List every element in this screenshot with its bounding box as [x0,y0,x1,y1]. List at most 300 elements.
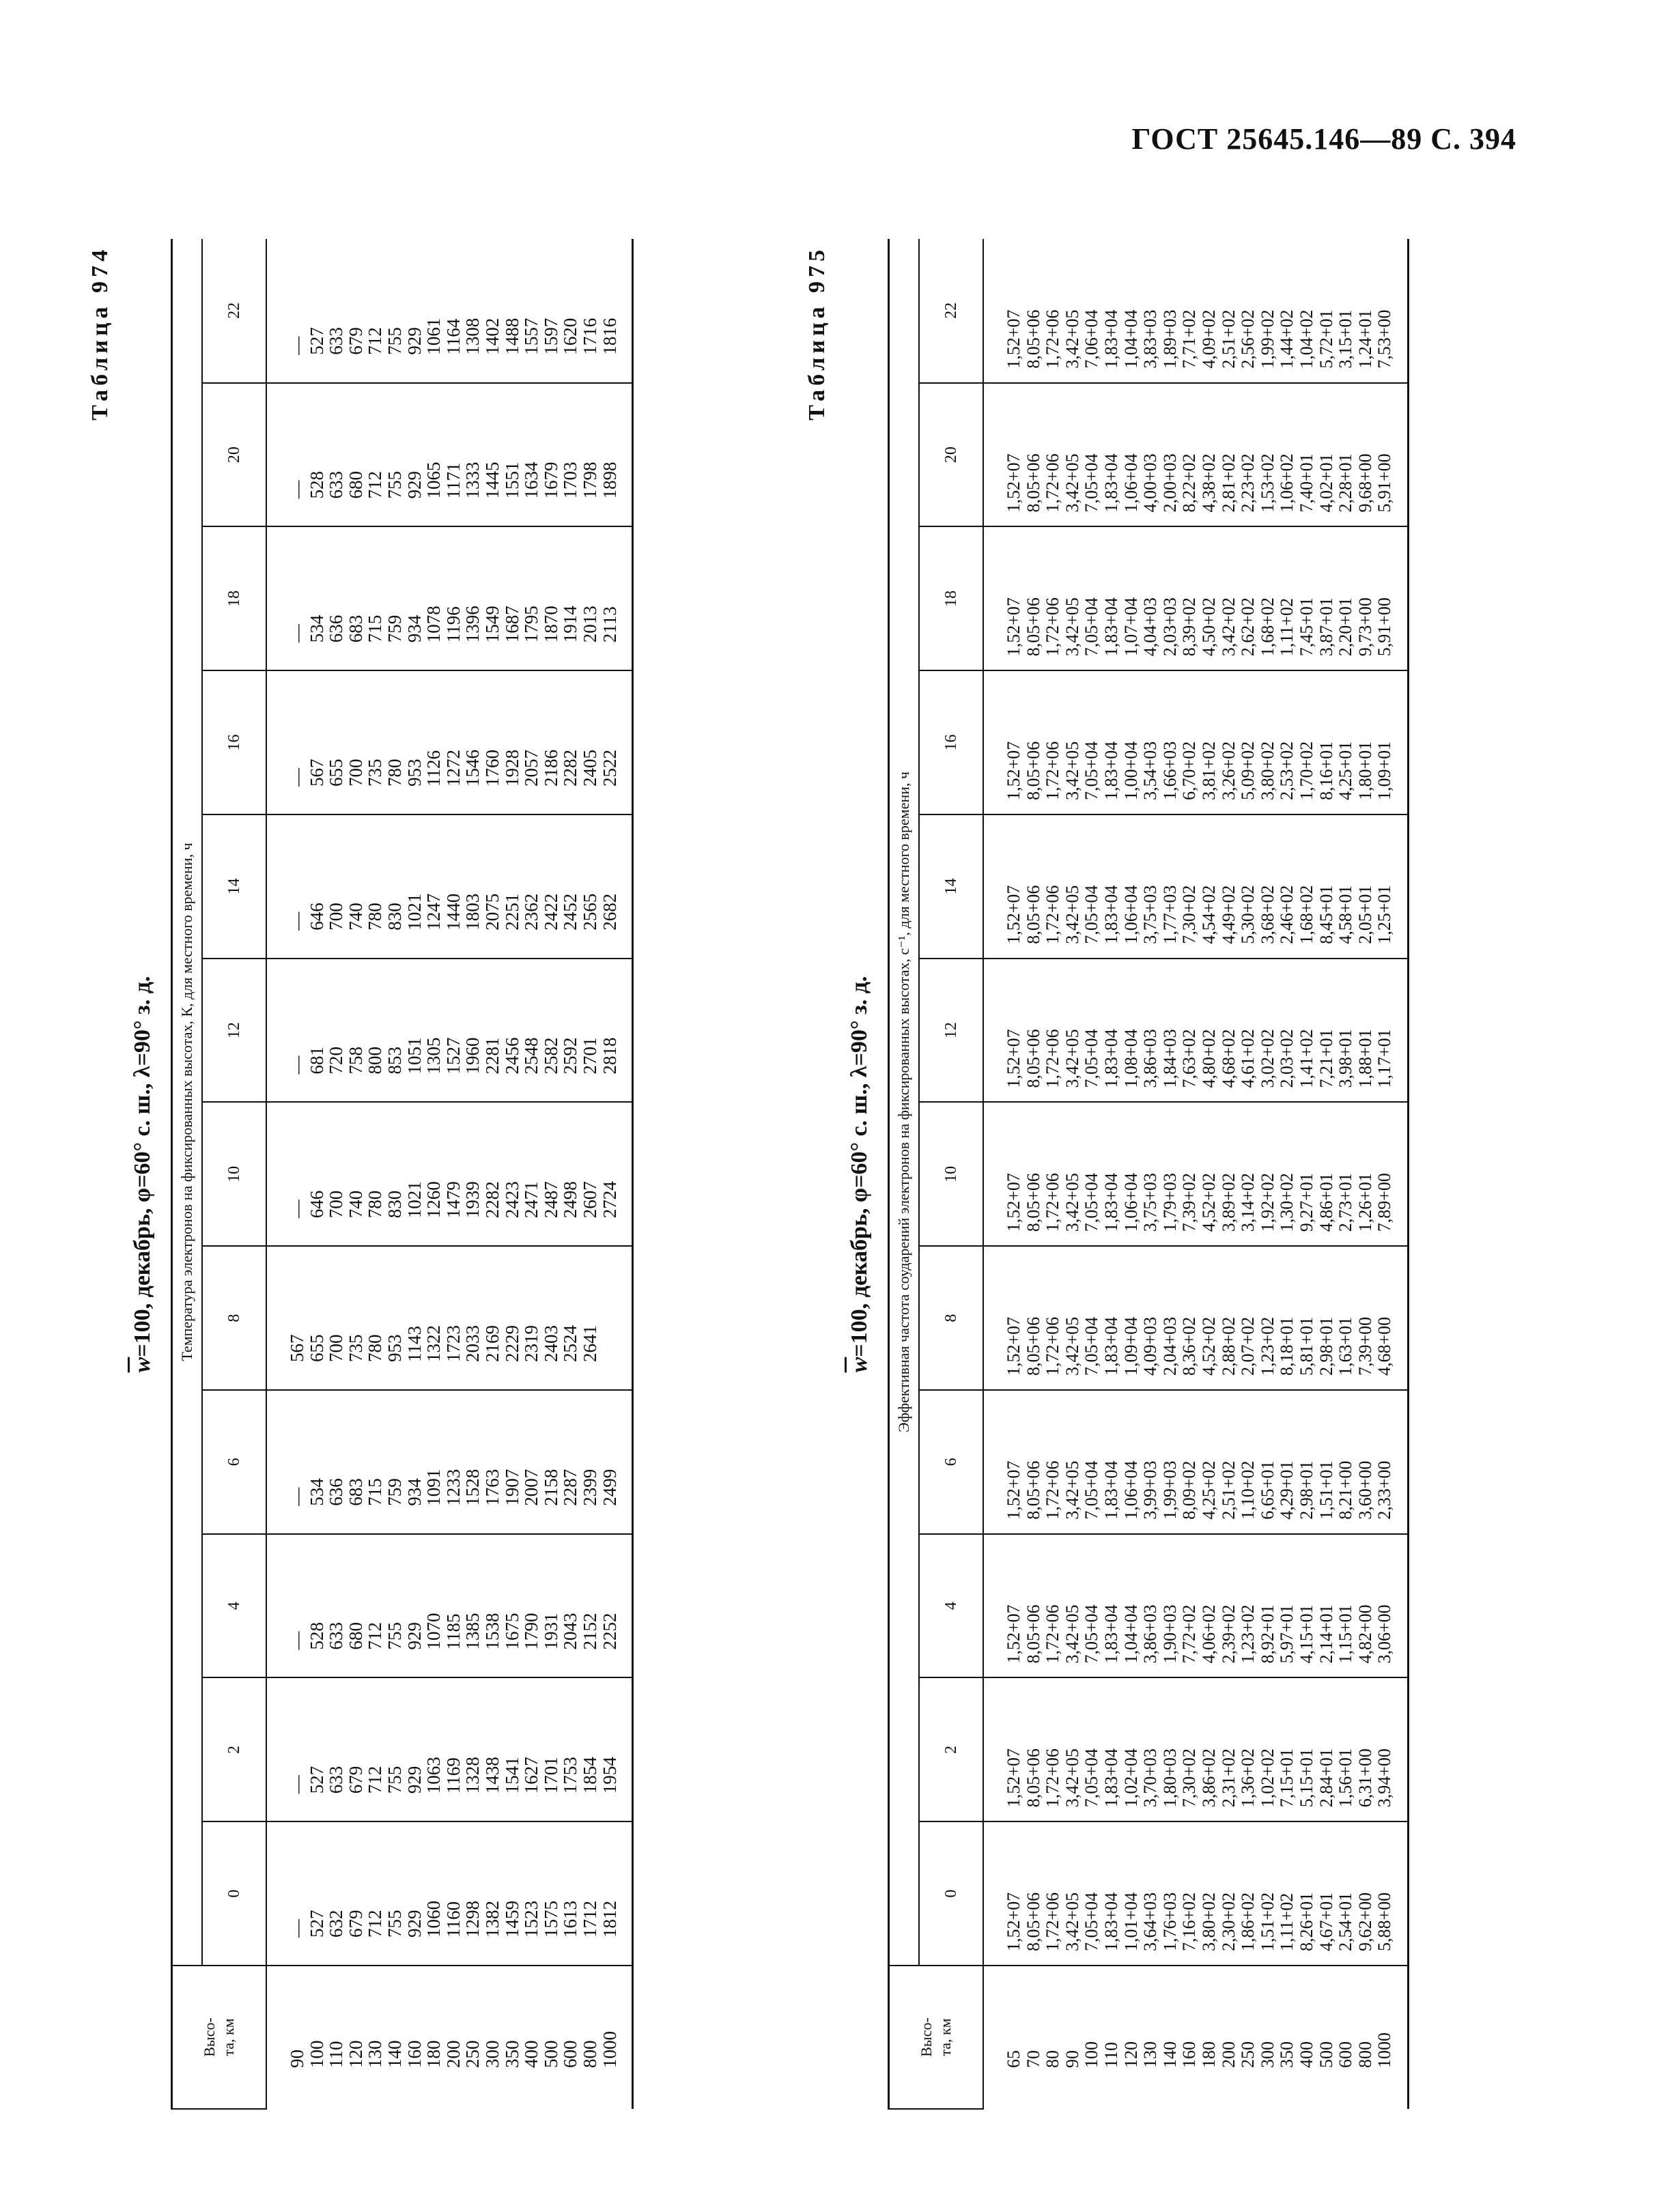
table-cell: 1,83+04 [1101,309,1121,369]
table-cell: 1795 [521,606,542,643]
table-cell: 1907 [501,1469,522,1506]
table-cell: 527 [306,1766,327,1794]
table-cell: 1,72+06 [1043,1173,1063,1232]
table-cell: 4,68+00 [1374,1316,1395,1376]
table-cell: 7,05+04 [1082,597,1102,657]
table-cell: 1,30+02 [1277,1173,1297,1232]
table-cell: 2,31+02 [1218,1748,1239,1808]
table-cell: 4,06+02 [1198,1604,1219,1664]
table-cell: 636 [326,614,347,643]
altitude-value: 800 [579,2040,600,2068]
table-cell: 1597 [540,317,561,355]
table-cell: 2,20+01 [1336,597,1356,657]
table-cell: 1551 [501,462,522,499]
table-cell: 1703 [560,462,581,499]
table-cell: 1,83+04 [1101,1460,1121,1520]
table-cell: 1,80+01 [1355,741,1375,800]
table-cell: 2,51+02 [1218,309,1239,369]
hour-column [266,239,633,383]
hour-column [266,814,633,959]
table-cell: 1,02+02 [1257,1748,1277,1808]
table-cell: 9,73+00 [1355,597,1375,657]
hour-header: 16 [919,670,983,814]
altitude-value: 120 [345,2040,366,2068]
table-cell: 1816 [599,317,620,355]
altitude-value: 130 [1140,2041,1161,2068]
table-cell: 4,00+03 [1140,453,1161,513]
table-cell: 735 [345,1334,366,1362]
table-cell: 755 [384,1622,405,1650]
table-cell: 3,81+02 [1198,741,1219,800]
table-cell: — [287,911,307,931]
table-974-grid [171,239,634,2110]
table-cell: 1065 [423,462,444,499]
table-cell: 3,42+05 [1062,885,1082,944]
table-cell: 2405 [579,750,600,786]
table-cell: 1171 [442,462,464,499]
table-cell: 3,75+03 [1140,1173,1161,1232]
table-cell: 1063 [423,1757,444,1794]
table-cell: 1,52+07 [1004,1604,1023,1664]
table-cell: 9,68+00 [1355,453,1375,513]
table-cell: 929 [404,1766,425,1794]
table-cell: 2229 [501,1325,522,1362]
table-cell: 3,86+03 [1140,1604,1161,1664]
hour-column [983,670,1408,814]
table-cell: 633 [326,471,347,499]
table-cell: 2641 [579,1325,600,1362]
table-cell: 2,03+03 [1159,597,1180,657]
table-cell: 2,39+02 [1218,1604,1239,1664]
table-cell: 4,82+00 [1355,1604,1375,1664]
hour-header: 8 [202,1246,266,1390]
table-cell: 3,99+03 [1140,1460,1161,1520]
table-cell: 1,70+02 [1296,741,1316,800]
table-cell: 1,83+04 [1101,885,1121,944]
table-cell: 830 [384,1190,405,1219]
table-cell: 1914 [560,606,581,643]
hour-column [983,1534,1408,1678]
table-cell: 7,06+04 [1082,309,1102,369]
table-cell: 5,15+01 [1296,1748,1316,1808]
table-cell: 1,88+01 [1355,1029,1375,1088]
hour-header: 20 [919,383,983,527]
altitude-value: 140 [1159,2041,1180,2068]
table-cell: 7,21+01 [1316,1029,1336,1088]
altitude-value: 1000 [1374,2032,1395,2068]
table-cell: 1051 [404,1037,425,1075]
table-cell: 1,52+07 [1004,741,1023,800]
table-cell: 632 [326,1910,347,1938]
altitude-value: 400 [521,2040,542,2068]
altitude-value: 160 [404,2040,425,2068]
hour-header: 22 [202,239,266,383]
table-cell: 1,72+06 [1043,741,1063,800]
table-cell: 534 [306,1478,327,1506]
table-cell: 8,45+01 [1316,885,1336,944]
table-cell: 9,62+00 [1355,1892,1375,1951]
altitude-header-text: Высо- та, км [918,2017,954,2057]
table-cell: 1,11+02 [1277,598,1297,657]
table-cell: 5,88+00 [1374,1892,1395,1951]
table-cell: 1,15+01 [1336,1604,1356,1664]
table-cell: 4,09+02 [1198,309,1219,369]
table-cell: 1328 [462,1757,483,1794]
table-cell: 7,45+01 [1296,597,1316,657]
table-cell: 8,92+01 [1257,1604,1277,1664]
table-cell: 1,83+04 [1101,1892,1121,1951]
table-cell: 1,72+06 [1043,1316,1063,1376]
hour-column [983,1821,1408,1966]
table-cell: 1,52+07 [1004,453,1023,513]
table-cell: 1305 [423,1037,444,1075]
altitude-value: 70 [1023,2050,1043,2068]
table-cell: 3,42+05 [1062,1173,1082,1232]
hour-header-row [919,239,983,2109]
table-cell: 715 [365,614,386,643]
table-cell: 3,42+05 [1062,1316,1082,1376]
table-cell: 1,72+06 [1043,1604,1063,1664]
hour-column [983,1678,1408,1822]
table-cell: 1,51+01 [1316,1460,1336,1520]
table-cell: 780 [365,1334,386,1362]
table-cell: 934 [404,1478,425,1506]
table-cell: 3,70+03 [1140,1748,1161,1808]
table-cell: 953 [404,758,425,786]
table-cell: 528 [306,1622,327,1650]
table-cell: 1,76+03 [1159,1892,1180,1951]
table-cell: 1763 [481,1469,503,1506]
table-cell: 1,72+06 [1043,597,1063,657]
table-cell: 1,26+01 [1355,1173,1375,1232]
table-cell: 2,46+02 [1277,885,1297,944]
table-cell: 2075 [481,893,503,931]
table-cell: 1,10+02 [1238,1460,1258,1520]
table-cell: 712 [365,1766,386,1794]
table-cell: 2499 [599,1469,620,1506]
hour-header: 10 [202,1103,266,1247]
table-cell: 1479 [442,1181,464,1219]
table-cell: — [287,480,307,499]
altitude-value: 500 [1316,2041,1336,2068]
table-cell: 2252 [599,1613,620,1650]
table-cell: 2152 [579,1613,600,1650]
table-cell: 1701 [540,1757,561,1794]
altitude-value: 400 [1296,2041,1316,2068]
hour-column [983,1390,1408,1534]
table-cell: 8,05+06 [1023,1460,1043,1520]
table-cell: 8,05+06 [1023,1029,1043,1088]
table-cell: 4,52+02 [1198,1173,1219,1232]
table-cell: 679 [345,1766,366,1794]
table-cell: 934 [404,614,425,643]
table-cell: 646 [306,1190,327,1219]
table-cell: 1438 [481,1757,503,1794]
hour-column [983,239,1408,383]
table-cell: 4,04+03 [1140,597,1161,657]
table-cell: 1298 [462,1901,483,1938]
table-cell: 1541 [501,1757,522,1794]
table-cell: 6,31+00 [1355,1748,1375,1808]
table-cell: 2,23+02 [1238,453,1258,513]
table-cell: 8,09+02 [1179,1460,1200,1520]
table-975-label: Таблица 975 [804,246,830,421]
table-cell: 1557 [521,317,542,355]
table-cell: 8,21+00 [1336,1460,1356,1520]
table-cell: 2,98+01 [1296,1460,1316,1520]
table-cell: 4,52+02 [1198,1316,1219,1376]
table-cell: 7,05+04 [1082,741,1102,800]
table-cell: 3,42+05 [1062,741,1082,800]
table-cell: 2423 [501,1181,522,1219]
table-cell: 2251 [501,893,522,931]
table-cell: 3,80+02 [1198,1892,1219,1951]
table-cell: 8,36+02 [1179,1316,1200,1376]
table-cell: 1,72+06 [1043,1748,1063,1808]
table-975 [806,239,1488,2110]
table-cell: 2399 [579,1469,600,1506]
table-cell: 7,72+02 [1179,1604,1200,1664]
table-cell: 1078 [423,606,444,643]
table-cell: 1,01+04 [1120,1892,1141,1951]
table-cell: 1,80+03 [1159,1748,1180,1808]
table-cell: 1527 [442,1037,464,1075]
table-cell: 755 [384,327,405,355]
table-cell: 1723 [442,1325,464,1362]
table-cell: 655 [326,758,347,786]
table-cell: 1,06+02 [1277,453,1297,513]
page-header: ГОСТ 25645.146—89 С. 394 [1131,122,1516,156]
table-cell: — [287,1055,307,1075]
table-cell: 1,68+02 [1296,885,1316,944]
altitude-value: 65 [1004,2050,1023,2068]
table-cell: 636 [326,1478,347,1506]
altitude-value: 180 [1198,2041,1219,2068]
table-cell: 1960 [462,1037,483,1075]
table-cell: 1,99+03 [1159,1460,1180,1520]
table-cell: 3,42+05 [1062,1748,1082,1808]
table-cell: 712 [365,471,386,499]
table-cell: 2158 [540,1469,561,1506]
table-cell: 1546 [462,750,483,786]
table-cell: 3,42+05 [1062,1460,1082,1520]
table-cell: 1160 [442,1901,464,1938]
altitude-header [889,1966,984,2109]
hour-header: 6 [919,1390,983,1534]
table-cell: 2,30+02 [1218,1892,1239,1951]
table-cell: 7,05+04 [1082,1892,1102,1951]
table-cell: 8,39+02 [1179,597,1200,657]
table-cell: 4,50+02 [1198,597,1219,657]
table-cell: 740 [345,1190,366,1219]
table-cell: 2057 [521,750,542,786]
table-cell: 2,14+01 [1316,1604,1336,1664]
table-cell: 1,06+04 [1120,1460,1141,1520]
table-cell: 3,75+03 [1140,885,1161,944]
table-cell: 7,05+04 [1082,1604,1102,1664]
table-cell: 2818 [599,1037,620,1075]
table-cell: 780 [384,758,405,786]
table-cell: 7,30+02 [1179,885,1200,944]
table-cell: 1233 [442,1469,464,1506]
table-975-caption: Эффективная частота соударений электронов на фиксированных высотах, с⁻¹, для местного времени, ч [889,239,920,1966]
table-cell: 2281 [481,1037,503,1075]
table-cell: 1,52+07 [1004,1892,1023,1951]
table-cell: 1,99+02 [1257,309,1277,369]
table-cell: 1,41+02 [1296,1029,1316,1088]
table-cell: 2,54+01 [1336,1892,1356,1951]
table-975-title-symbol: $\overline{w}$ [847,1357,872,1373]
table-cell: 1126 [423,750,444,786]
altitude-value: 180 [423,2040,444,2068]
table-cell: 1,89+03 [1159,309,1180,369]
table-cell: 2282 [481,1181,503,1219]
table-cell: 780 [365,903,386,931]
table-cell: 2,33+00 [1374,1460,1395,1520]
table-cell: 2422 [540,893,561,931]
table-cell: 4,67+01 [1316,1892,1336,1951]
table-cell: 4,25+02 [1198,1460,1219,1520]
table-cell: 1753 [560,1757,581,1794]
table-cell: 3,68+02 [1257,885,1277,944]
table-cell: 1,24+01 [1355,309,1375,369]
table-cell: 3,89+02 [1218,1173,1239,1232]
table-cell: 1,52+07 [1004,1460,1023,1520]
table-cell: 8,26+01 [1296,1892,1316,1951]
table-cell: 755 [384,471,405,499]
table-cell: 2,03+02 [1277,1029,1297,1088]
hour-column [983,1103,1408,1247]
table-cell: 3,86+02 [1198,1748,1219,1808]
table-cell: 8,22+02 [1179,453,1200,513]
table-cell: 527 [306,1910,327,1938]
altitude-column [983,1966,1408,2109]
table-cell: 1169 [442,1757,464,1794]
table-cell: 720 [326,1047,347,1075]
table-975-grid [888,239,1409,2110]
table-cell: 830 [384,903,405,931]
table-cell: 1798 [579,462,600,499]
table-cell: 2548 [521,1037,542,1075]
table-cell: 2487 [540,1181,561,1219]
table-cell: 7,63+02 [1179,1029,1200,1088]
table-974 [89,239,772,2110]
table-cell: 1385 [462,1613,483,1650]
table-cell: 1675 [501,1613,522,1650]
hour-header: 16 [202,670,266,814]
hour-column [266,1390,633,1534]
table-cell: — [287,1487,307,1506]
table-cell: 800 [365,1047,386,1075]
table-cell: 3,02+02 [1257,1029,1277,1088]
table-cell: 8,05+06 [1023,453,1043,513]
hour-header: 4 [919,1534,983,1678]
table-cell: — [287,1919,307,1938]
table-cell: 8,05+06 [1023,309,1043,369]
table-cell: 1812 [599,1901,620,1938]
table-cell: 7,39+00 [1355,1316,1375,1376]
table-cell: 8,05+06 [1023,1316,1043,1376]
table-cell: 3,86+03 [1140,1029,1161,1088]
altitude-value: 250 [1238,2041,1258,2068]
table-cell: 1954 [599,1757,620,1794]
table-cell: 1308 [462,317,483,355]
table-cell: 1440 [442,893,464,931]
table-cell: 7,15+01 [1277,1748,1297,1808]
table-cell: — [287,1200,307,1219]
table-cell: 755 [384,1766,405,1794]
table-cell: 1928 [501,750,522,786]
table-cell: 7,16+02 [1179,1892,1200,1951]
table-cell: 1,44+02 [1277,309,1297,369]
table-cell: 1,52+07 [1004,309,1023,369]
table-cell: 567 [287,1334,307,1362]
hour-header: 6 [202,1390,266,1534]
table-cell: 2498 [560,1181,581,1219]
table-cell: 1,52+07 [1004,1316,1023,1376]
table-cell: 712 [365,1622,386,1650]
table-cell: 7,05+04 [1082,1316,1102,1376]
table-cell: 735 [365,758,386,786]
table-cell: 1,83+04 [1101,1748,1121,1808]
table-cell: 8,05+06 [1023,597,1043,657]
table-cell: 4,25+01 [1336,741,1356,800]
table-cell: 2524 [560,1325,581,1362]
table-cell: 2471 [521,1181,542,1219]
altitude-value: 600 [1336,2041,1356,2068]
table-cell: 1,53+02 [1257,453,1277,513]
table-cell: 2701 [579,1037,600,1075]
table-cell: 1,83+04 [1101,1316,1121,1376]
table-cell: 2,04+03 [1159,1316,1180,1376]
table-cell: 700 [326,903,347,931]
table-cell: 1,04+04 [1120,309,1141,369]
altitude-value: 120 [1120,2041,1141,2068]
table-cell: 700 [345,758,366,786]
altitude-value: 110 [326,2041,347,2068]
hour-header: 22 [919,239,983,383]
table-cell: 1445 [481,462,503,499]
table-cell: 2,00+03 [1159,453,1180,513]
table-cell: 1,52+07 [1004,1173,1023,1232]
hour-header: 12 [202,959,266,1103]
table-cell: 929 [404,471,425,499]
altitude-value: 800 [1355,2041,1375,2068]
table-cell: 1,23+02 [1257,1316,1277,1376]
altitude-value: 600 [560,2040,581,2068]
table-cell: 2169 [481,1325,503,1362]
table-cell: 683 [345,614,366,643]
table-cell: 8,05+06 [1023,1892,1043,1951]
table-cell: 2,73+01 [1336,1173,1356,1232]
altitude-value: 140 [384,2040,405,2068]
table-cell: 567 [306,758,327,786]
table-cell: 1,00+04 [1120,741,1141,800]
table-cell: 1,07+04 [1120,597,1141,657]
table-cell: 1,02+04 [1120,1748,1141,1808]
altitude-header [172,1966,267,2109]
table-cell: 1687 [501,606,522,643]
table-cell: 1679 [540,462,561,499]
hour-header: 14 [919,814,983,959]
table-cell: 1,83+04 [1101,1173,1121,1232]
table-cell: — [287,336,307,355]
table-cell: 1061 [423,317,444,355]
table-cell: 4,49+02 [1218,885,1239,944]
table-cell: 1,72+06 [1043,1460,1063,1520]
table-cell: 1,72+06 [1043,1892,1063,1951]
table-cell: 3,42+05 [1062,453,1082,513]
